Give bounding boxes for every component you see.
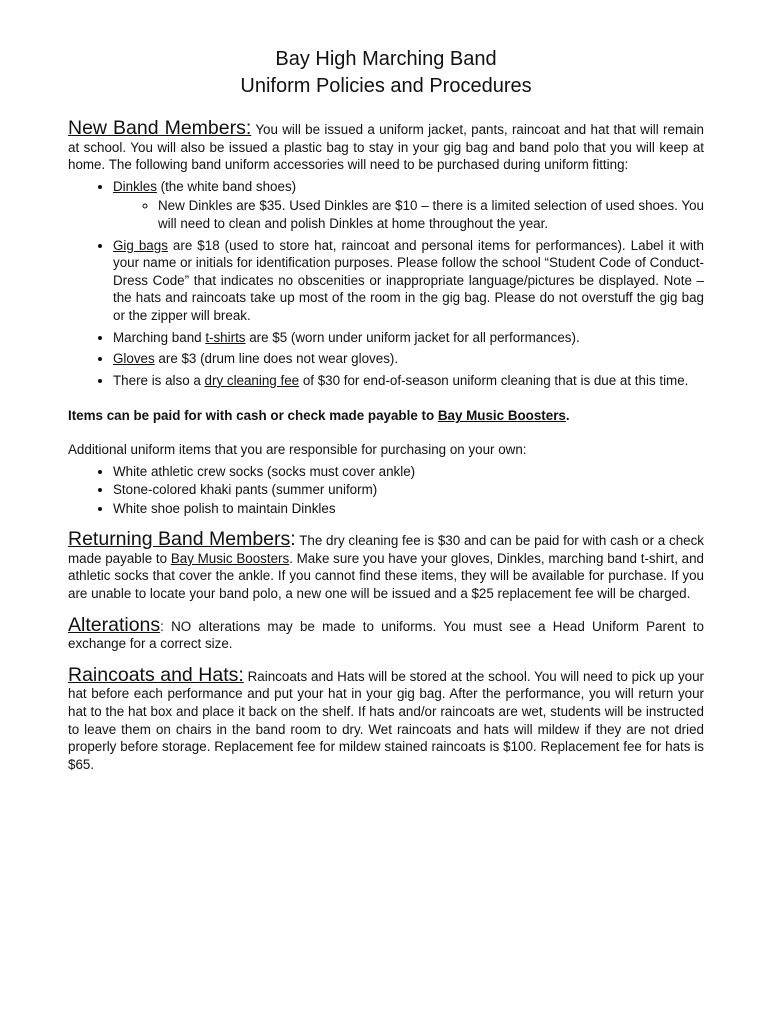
document-page xyxy=(68,46,704,773)
list-item: • Stone-colored khaki pants (summer uniform) xyxy=(113,481,704,499)
list-item-t-shirts xyxy=(113,329,704,347)
raincoats-heading: Raincoats and Hats: xyxy=(68,663,244,686)
returning-heading: Returning Band Members xyxy=(68,528,291,551)
new-members-heading: New Band Members: xyxy=(68,117,252,139)
list-item-dry-cleaning xyxy=(113,372,704,390)
title-line-2: Uniform Policies and Procedures xyxy=(240,75,532,97)
alterations-heading: Alterations xyxy=(68,613,161,636)
returning-text-2: . Make sure you have your gloves, Dinkles, marching band t-shirt, and athletic socks that cover the ankle. If you cannot find these items, they will be available for purchase. If you are unable to locate your band polo, a new one will be issued and a $25 replacement fee will be charged. xyxy=(68,550,705,602)
gig-bags-text: are $18 (used to store hat, raincoat and personal items for performances). Label it with your name or initials for identification purposes. Please follow the school “Student Code of Conduct-Dress Code” that indicates no obscenities or inappropriate language/pictures be displayed. Note – the hats and raincoats take up most of the room in the gig bag. Please do not overstuff the gig bag or the zipper will break. xyxy=(113,237,704,323)
returning-colon: : xyxy=(290,528,296,551)
gloves-text: are $3 (drum line does not wear gloves). xyxy=(154,351,399,367)
additional-list xyxy=(68,463,704,518)
dry-cleaning-text: of $30 for end-of-season uniform cleaning that is due at this time. xyxy=(299,372,689,388)
payment-note xyxy=(68,407,704,425)
returning-text-1: The dry cleaning fee is $30 and can be paid for with cash or a check made payable to xyxy=(68,533,704,566)
new-members-intro: You will be issued a uniform jacket, pants, raincoat and hat that will remain at school. You will also be issued a plastic bag to stay in your gig bag and band polo that you will keep at home. The following band uniform accessories will need to be purchased during uniform fitting: xyxy=(68,122,704,173)
alterations-text: : NO alterations may be made to uniforms. You must see a Head Uniform Parent to exchange for a correct size. xyxy=(68,618,704,652)
list-item-gig-bags xyxy=(113,237,704,325)
returning-payee: Bay Music Boosters xyxy=(170,550,290,566)
dinkles-text: (the white band shoes) xyxy=(156,178,297,194)
returning-paragraph xyxy=(68,528,705,602)
list-item-gloves xyxy=(113,350,704,368)
payment-text: Items can be paid for with cash or check made payable to xyxy=(68,408,438,424)
list-item: • White shoe polish to maintain Dinkles xyxy=(113,500,704,518)
raincoats-paragraph xyxy=(68,663,704,774)
alterations-paragraph xyxy=(68,613,704,653)
dry-cleaning-term: dry cleaning fee xyxy=(204,372,300,388)
new-members-paragraph xyxy=(68,117,704,174)
dinkles-term: Dinkles xyxy=(113,178,157,194)
t-shirts-pre: Marching band xyxy=(113,329,206,345)
list-item-dinkles xyxy=(113,178,704,233)
payment-payee: Bay Music Boosters xyxy=(437,408,566,424)
dinkles-sublist xyxy=(113,197,704,232)
gloves-term: Gloves xyxy=(113,351,155,367)
additional-intro: Additional uniform items that you are responsible for purchasing on your own: xyxy=(68,441,527,457)
title-line-1: Bay High Marching Band xyxy=(275,48,497,70)
payment-end: . xyxy=(565,408,570,424)
gig-bags-term: Gig bags xyxy=(113,237,168,253)
raincoats-text: Raincoats and Hats will be stored at the school. You will need to pick up your hat before each performance and put your hat in your gig bag. After the performance, you will return your hat to the hat box and place it back on the shelf. If hats and/or raincoats are wet, students will be instructed to leave them on chairs in the band room to dry. Wet raincoats and hats will mildew if they are not dried properly before storage. Replacement fee for mildew stained raincoats is $100. Replacement fee for hats is $65. xyxy=(68,668,704,772)
dry-cleaning-pre: There is also a xyxy=(113,372,205,388)
t-shirts-term: t-shirts xyxy=(205,329,246,345)
accessories-list xyxy=(68,178,704,390)
document-title xyxy=(68,46,704,100)
t-shirts-text: are $5 (worn under uniform jacket for all performances). xyxy=(245,329,580,345)
dinkles-sub-item: ◦ New Dinkles are $35. Used Dinkles are $10 – there is a limited selection of used shoes. You will need to clean and polish Dinkles at home throughout the year. xyxy=(158,197,704,232)
list-item: • White athletic crew socks (socks must cover ankle) xyxy=(113,463,704,481)
